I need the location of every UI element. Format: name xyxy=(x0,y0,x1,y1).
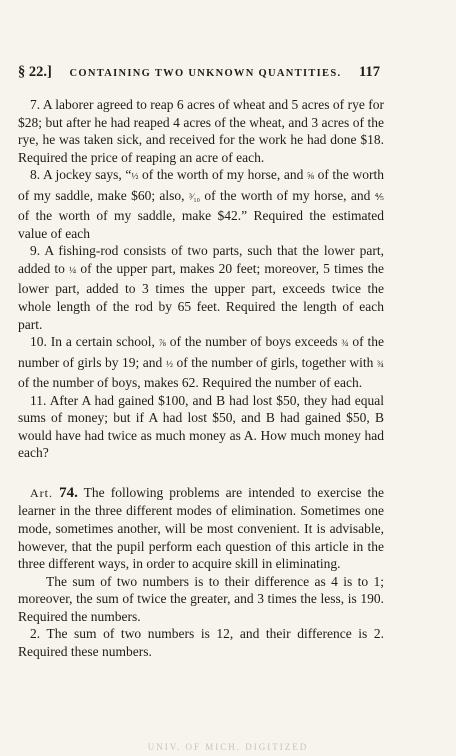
problem-10 xyxy=(18,333,384,392)
problem-text: A fishing-rod consists of two parts, such that the lower part, added to xyxy=(18,243,384,276)
problem-8 xyxy=(18,166,384,242)
problem-text: of the number of boys, makes 62. Required the number of each. xyxy=(18,375,363,391)
fraction: ⅝ xyxy=(306,172,315,183)
problem-text: After A had gained $100, and B had lost $50, they had equal sums of money; but if A had lost $50, and B had gained $50, B would have had twice as much money as A. How much money had each? xyxy=(18,392,384,461)
article-label: Art. xyxy=(30,485,53,500)
problem-text: of the worth of my horse, and xyxy=(200,187,375,203)
problem-number: 8. xyxy=(30,167,41,183)
fraction: ¾ xyxy=(376,359,384,370)
page-number: 117 xyxy=(359,64,380,80)
exercise-number: 2. xyxy=(30,626,41,642)
problem-9 xyxy=(18,242,384,333)
problem-number: 10. xyxy=(30,334,47,350)
fraction: ³⁄₁₀ xyxy=(188,192,200,203)
problem-text: of the number of girls, together with xyxy=(172,354,377,370)
running-title: CONTAINING TWO UNKNOWN QUANTITIES. xyxy=(69,68,342,79)
scan-watermark: UNIV. OF MICH. DIGITIZED xyxy=(147,742,309,752)
problem-7 xyxy=(18,96,384,166)
article-number: 74. xyxy=(59,484,78,501)
exercise-1 xyxy=(18,573,384,626)
page-body xyxy=(18,96,384,660)
problem-number: 11. xyxy=(30,392,47,408)
problem-text: A laborer agreed to reap 6 acres of wheat and 5 acres of rye for $28; but after he had reaped 4 acres of the wheat, and 3 acres of the rye, he was taken sick, and received for the work he had done $18. Required the price of reaping an acre of each. xyxy=(18,97,385,165)
article-74 xyxy=(18,484,384,573)
problem-text: of the number of girls by 19; and xyxy=(18,334,385,370)
running-header xyxy=(18,64,380,81)
problem-text: of the worth of my saddle, make $60; also, xyxy=(18,167,384,203)
fraction: ¾ xyxy=(341,339,349,350)
problem-text: of the worth of my saddle, make $42.” Required the estimated value of each xyxy=(18,208,384,241)
exercise-2 xyxy=(18,625,384,660)
problem-number: 7. xyxy=(30,97,41,112)
fraction: ½ xyxy=(131,172,139,183)
problem-text: of the worth of my horse, and xyxy=(138,167,307,183)
fraction: ¼ xyxy=(69,265,77,276)
article-text: The following problems are intended to exercise the learner in the three different modes of elimination. Sometimes one mode, sometimes another, will be most convenient. It is advisable, however, that the pupil perform each question of this article in the three different ways, in order to acquire skill in eliminating. xyxy=(18,484,385,572)
exercise-text: The sum of two numbers is to their difference as 4 is to 1; moreover, the sum of twice the greater, and 3 times the less, is 190. Required the numbers. xyxy=(18,573,384,624)
fraction: ⅞ xyxy=(158,339,166,350)
problem-11 xyxy=(18,392,384,462)
problem-number: 9. xyxy=(30,243,41,259)
problem-text: A jockey says, “ xyxy=(42,167,132,183)
fraction: ⅘ xyxy=(374,192,385,203)
exercise-text: The sum of two numbers is 12, and their difference is 2. Required these numbers. xyxy=(18,626,384,659)
section-number: § 22.] xyxy=(18,64,52,80)
problem-text: of the upper part, makes 20 feet; moreover, 5 times the lower part, added to 3 times the upper part, exceeds twice the whole length of the rod by 65 feet. Required the length of each part. xyxy=(18,260,384,332)
problem-text: of the number of boys exceeds xyxy=(165,334,342,350)
fraction: ½ xyxy=(165,359,173,370)
problem-text: In a certain school, xyxy=(50,334,159,350)
